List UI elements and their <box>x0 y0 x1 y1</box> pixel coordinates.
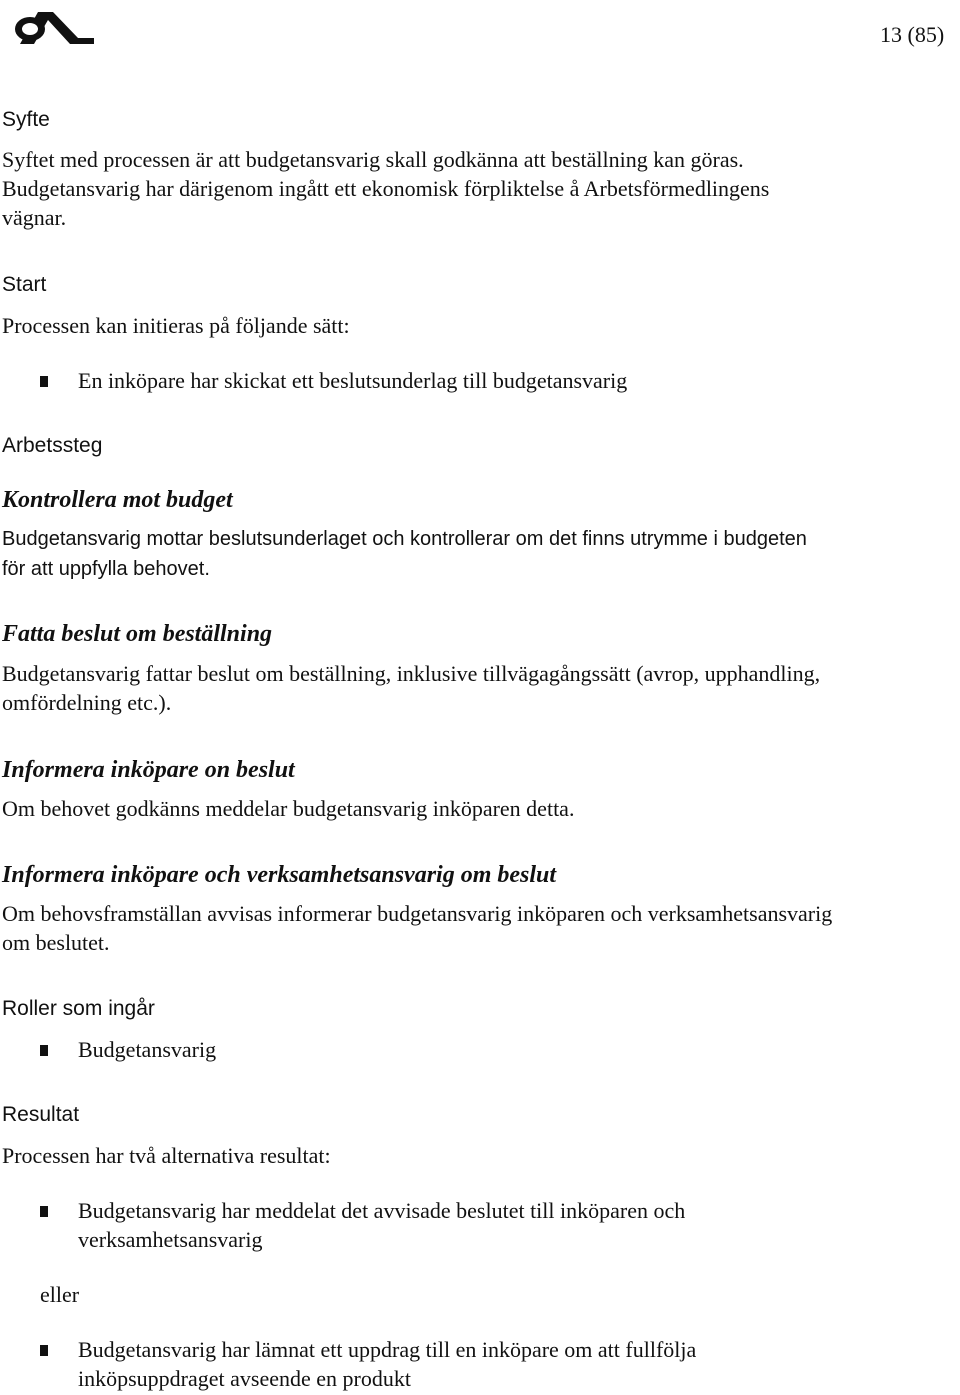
step-description-line: för att uppfylla behovet. <box>2 558 210 580</box>
bullet-icon <box>40 1045 48 1056</box>
step-title-informera-inkopare-och-verksamhetsansvarig: Informera inköpare och verksamhetsansvarig om beslut <box>2 862 557 888</box>
start-bullet-item: En inköpare har skickat ett beslutsunderlag till budgetansvarig <box>78 368 628 393</box>
resultat-bullet-line: verksamhetsansvarig <box>78 1227 263 1252</box>
step-description-line: Budgetansvarig mottar beslutsunderlaget och kontrollerar om det finns utrymme i budgeten <box>2 528 807 550</box>
section-heading-roller: Roller som ingår <box>2 997 155 1020</box>
resultat-intro: Processen har två alternativa resultat: <box>2 1143 331 1168</box>
start-intro: Processen kan initieras på följande sätt: <box>2 313 350 338</box>
section-heading-syfte: Syfte <box>2 108 50 131</box>
resultat-separator: eller <box>40 1282 80 1307</box>
roller-bullet-item: Budgetansvarig <box>78 1037 217 1062</box>
step-description-line: Om behovsframställan avvisas informerar budgetansvarig inköparen och verksamhetsansvarig <box>2 901 833 926</box>
page-number: 13 (85) <box>880 22 945 47</box>
logo-icon <box>8 4 96 44</box>
resultat-bullet-line: Budgetansvarig har lämnat ett uppdrag till en inköpare om att fullfölja <box>78 1337 697 1362</box>
step-description-line: Om behovet godkänns meddelar budgetansvarig inköparen detta. <box>2 796 575 821</box>
step-description-line: om beslutet. <box>2 930 110 955</box>
step-title-informera-inkopare: Informera inköpare on beslut <box>2 757 295 783</box>
bullet-icon <box>40 376 48 387</box>
step-title-kontrollera-mot-budget: Kontrollera mot budget <box>2 487 233 513</box>
step-description-line: omfördelning etc.). <box>2 690 172 715</box>
section-heading-resultat: Resultat <box>2 1103 80 1126</box>
step-title-fatta-beslut: Fatta beslut om beställning <box>2 621 273 647</box>
resultat-bullet-line: inköpsuppdraget avseende en produkt <box>78 1366 411 1391</box>
section-heading-arbetssteg: Arbetssteg <box>2 434 103 457</box>
syfte-paragraph-line: Budgetansvarig har därigenom ingått ett ekonomisk förpliktelse å Arbetsförmedlingens <box>2 176 770 201</box>
resultat-bullet-line: Budgetansvarig har meddelat det avvisade beslutet till inköparen och <box>78 1198 686 1223</box>
syfte-paragraph-line: Syftet med processen är att budgetansvarig skall godkänna att beställning kan göras. <box>2 147 744 172</box>
bullet-icon <box>40 1345 48 1356</box>
section-heading-start: Start <box>2 273 47 296</box>
syfte-paragraph-line: vägnar. <box>2 205 67 230</box>
bullet-icon <box>40 1206 48 1217</box>
step-description-line: Budgetansvarig fattar beslut om beställning, inklusive tillvägagångssätt (avrop, upphandling, <box>2 661 821 686</box>
